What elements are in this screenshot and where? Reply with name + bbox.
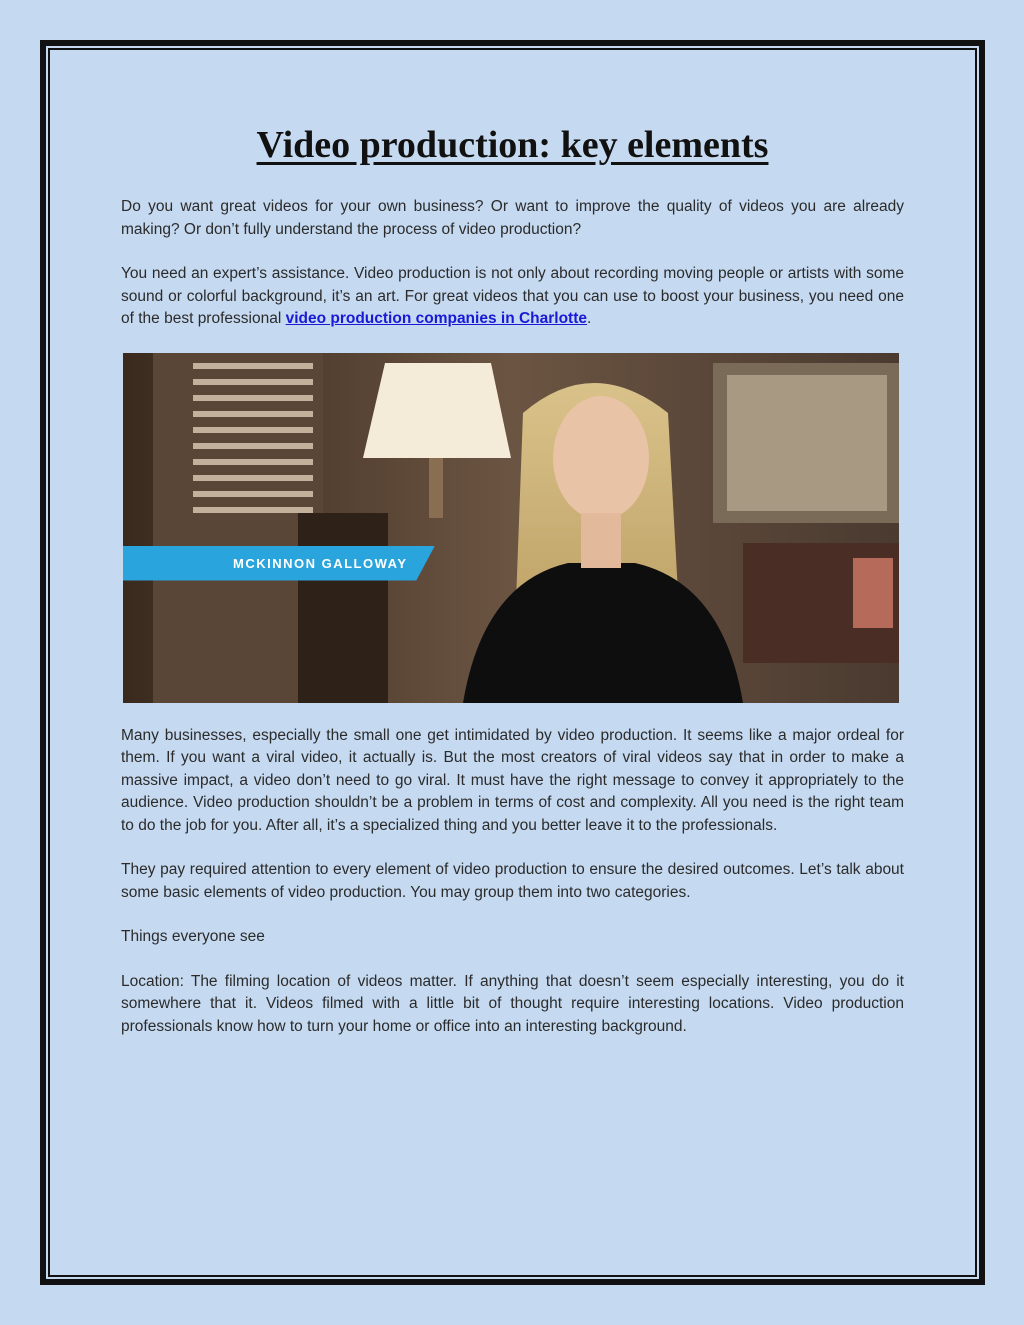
assistance-text: You need an expert’s assistance. Video production is not only about recording moving people or artists with some sound or colorful background, it’s an art. For great videos that you can use to boost your business, you need one of the best professional — [121, 265, 904, 327]
many-businesses-paragraph: Many businesses, especially the small one get intimidated by video production. It seems like a major ordeal for them. If you want a viral video, it actually is. But the most creators of viral videos say that in order to make a massive impact, a video don’t need to go viral. It must have the right message to convey it appropriately to the audience. Video production shouldn’t be a problem in terms of cost and complexity. All you need is the right team to do the job for you. After all, it’s a specialized thing and you better leave it to the professionals. — [121, 726, 904, 834]
things-everyone-see-paragraph: Things everyone see — [121, 928, 265, 945]
lower-third-name: MCKINNON GALLOWAY — [233, 555, 408, 571]
page-title: Video production: key elements — [256, 124, 769, 166]
video-production-companies-link[interactable]: video production companies in Charlotte — [285, 310, 587, 327]
they-paragraph: They pay required attention to every element of video production to ensure the desired outcomes. Let’s talk about some basic elements of video production. You may group them into two categories. — [121, 861, 904, 901]
assistance-paragraph — [121, 263, 904, 331]
intro-paragraph: Do you want great videos for your own business? Or want to improve the quality of videos you are already making? Or don’t fully understand the process of video production? — [121, 198, 904, 238]
interview-scene-illustration — [123, 353, 899, 703]
interview-video-still — [123, 353, 899, 703]
location-paragraph: Location: The filming location of videos matter. If anything that doesn’t seem especially interesting, you do it somewhere that it. Videos filmed with a little bit of thought require interesting locations. Video production professionals know how to turn your home or office into an interesting background. — [121, 972, 904, 1035]
assistance-period: . — [587, 310, 592, 327]
document-body — [121, 120, 904, 1060]
